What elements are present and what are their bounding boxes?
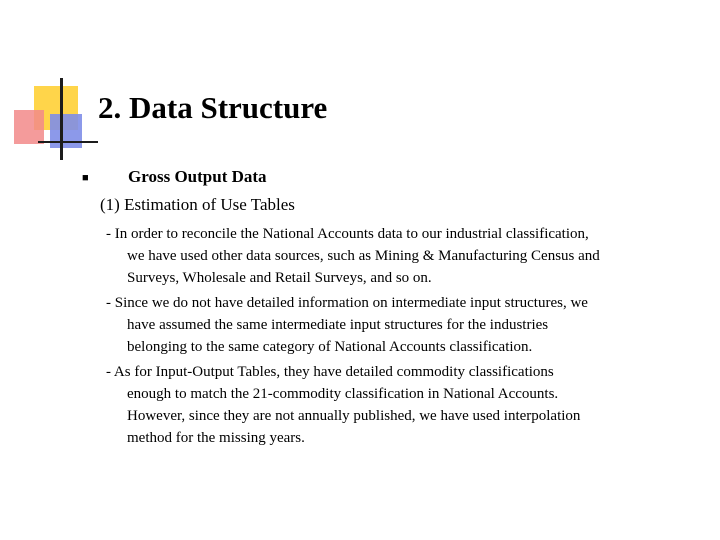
paragraph-2	[106, 292, 706, 358]
paragraph-line: However, since they are not annually published, we have used interpolation	[127, 408, 581, 424]
paragraph-line: - As for Input-Output Tables, they have detailed commodity classifications	[106, 364, 554, 380]
bullet-heading: Gross Output Data	[128, 167, 267, 186]
paragraph-line: we have used other data sources, such as Mining & Manufacturing Census and	[127, 248, 600, 264]
paragraph-3	[106, 361, 706, 449]
paragraph-1	[106, 223, 706, 289]
paragraph-line: enough to match the 21-commodity classification in National Accounts.	[127, 386, 559, 402]
paragraph-line: belonging to the same category of National Accounts classification.	[127, 339, 533, 355]
paragraph-line: - In order to reconcile the National Accounts data to our industrial classification,	[106, 226, 589, 242]
decor-red-square	[14, 110, 44, 144]
slide-title: 2. Data Structure	[98, 90, 328, 125]
square-bullet-icon: ■	[82, 172, 89, 184]
paragraph-line: method for the missing years.	[127, 430, 305, 446]
paragraph-line: - Since we do not have detailed information on intermediate input structures, we	[106, 295, 588, 311]
paragraph-line: Surveys, Wholesale and Retail Surveys, and so on.	[127, 270, 432, 286]
decor-horizontal-line	[38, 141, 98, 143]
paragraph-line: have assumed the same intermediate input structures for the industries	[127, 317, 549, 333]
subheading: (1) Estimation of Use Tables	[100, 195, 295, 214]
decor-vertical-line	[60, 78, 63, 160]
